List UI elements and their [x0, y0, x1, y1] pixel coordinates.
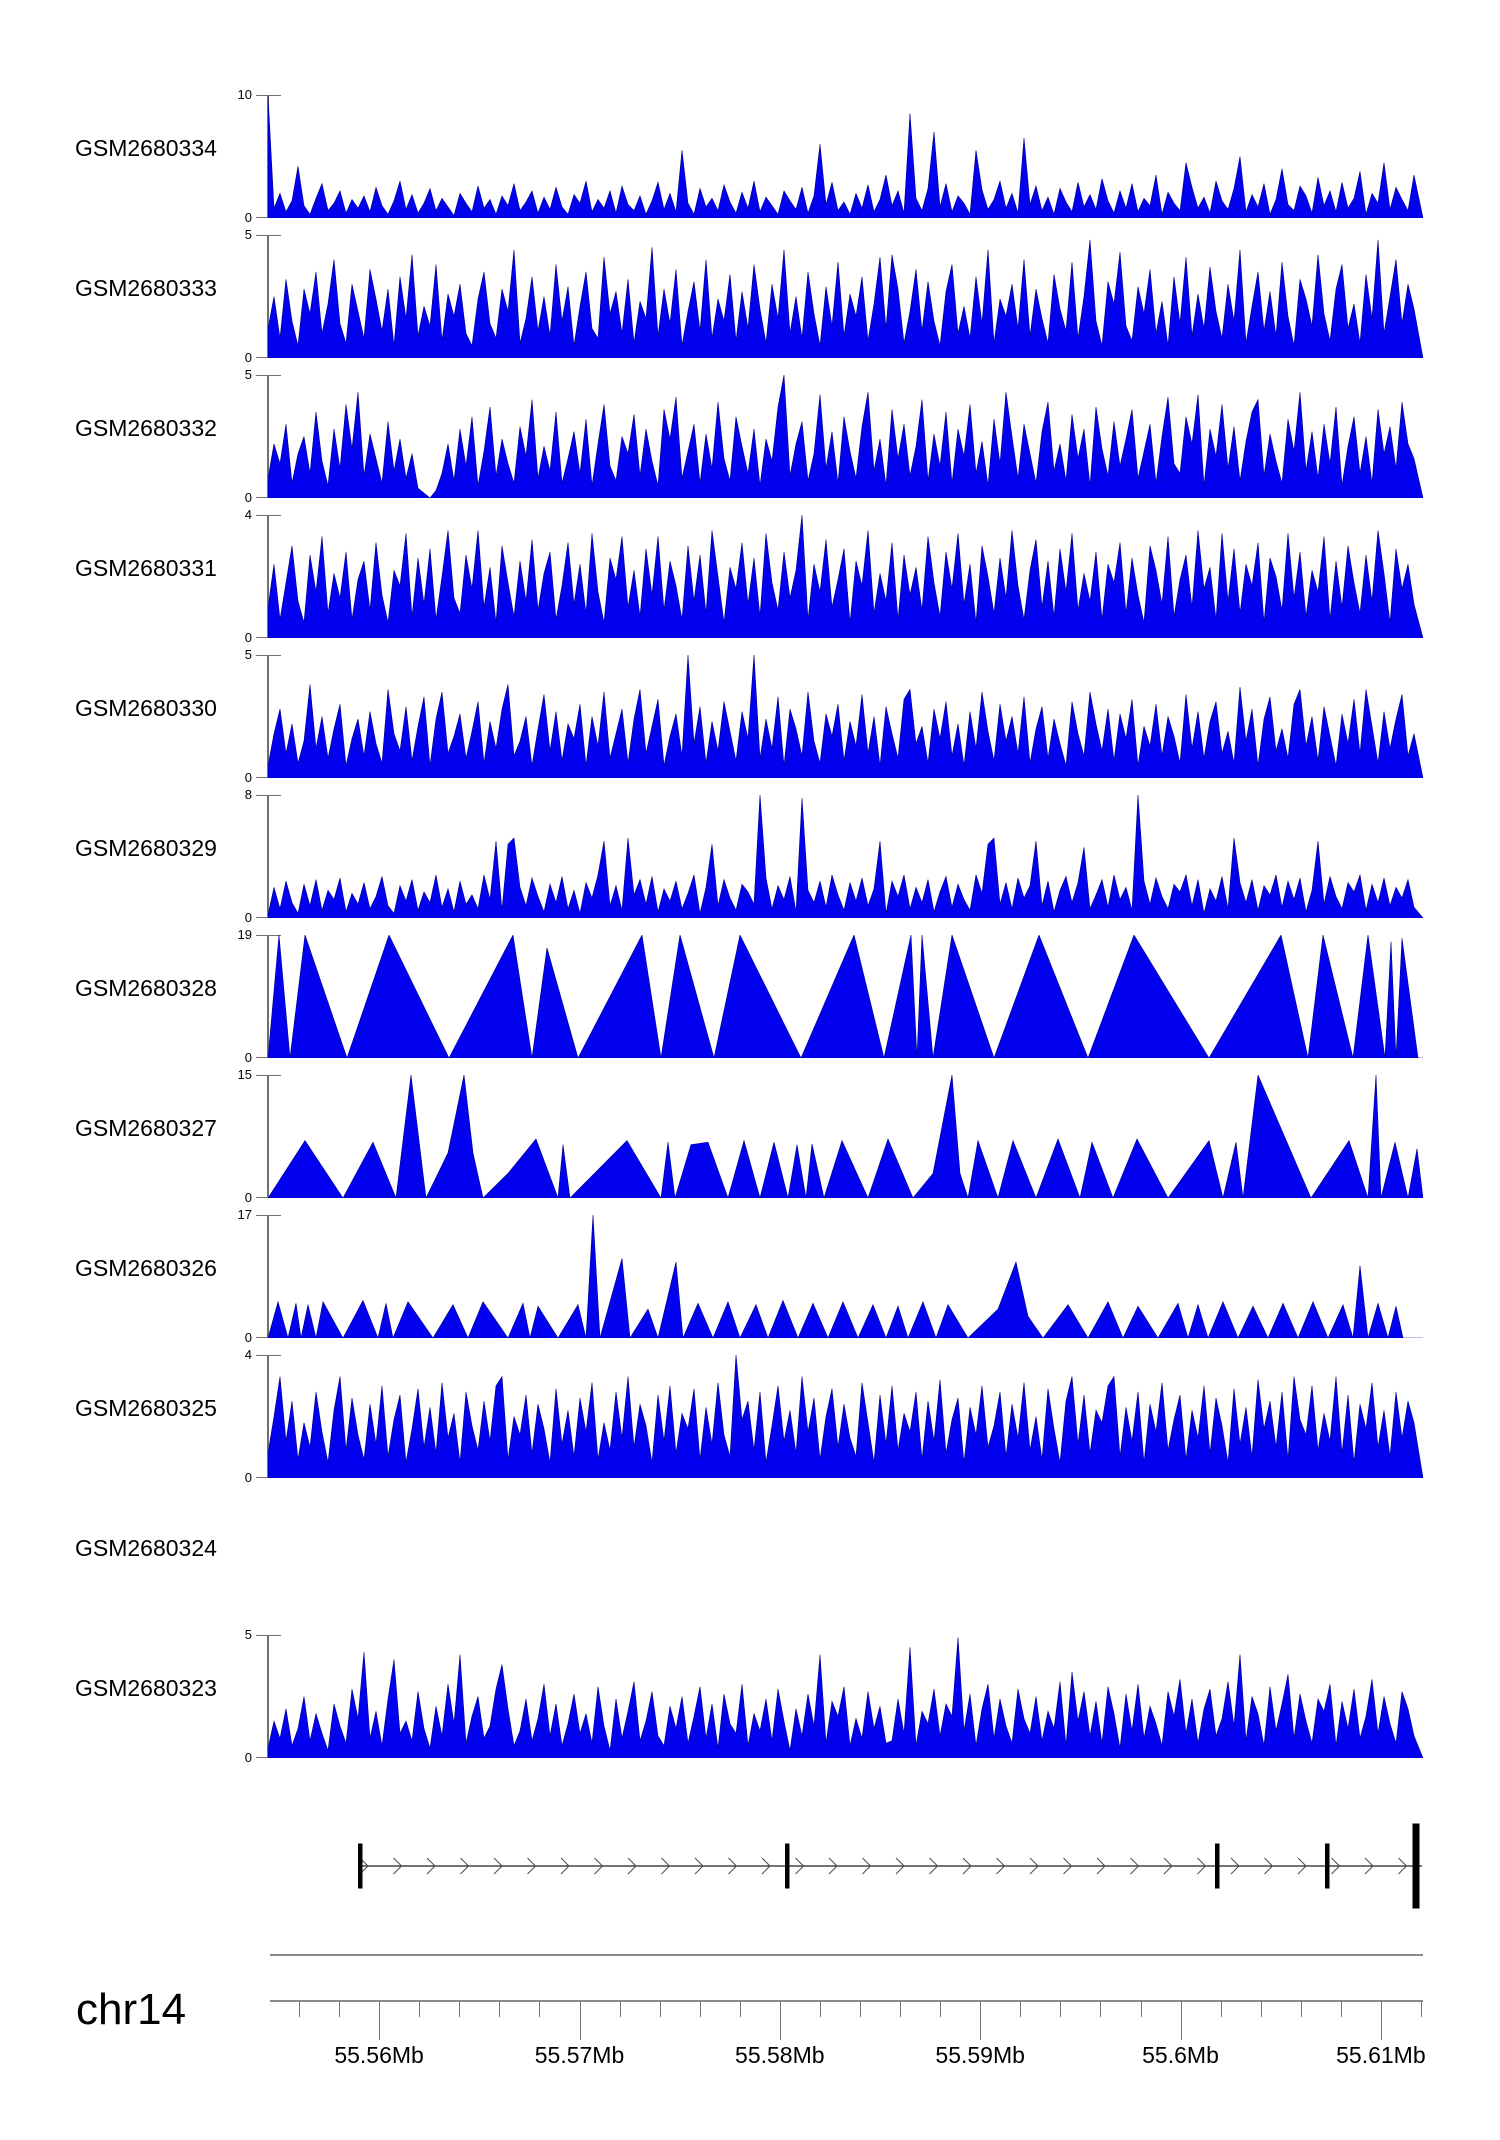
track-row — [0, 787, 1500, 925]
ruler-minor-tick — [539, 2001, 540, 2017]
y-axis-zero-tick — [256, 1757, 268, 1758]
y-axis-zero-tick — [256, 1057, 268, 1058]
track-row — [0, 87, 1500, 225]
ruler-minor-tick — [740, 2001, 741, 2017]
y-axis-zero-tick — [256, 637, 268, 638]
ruler-minor-tick — [900, 2001, 901, 2017]
track-row — [0, 1347, 1500, 1485]
ruler-major-tick — [580, 2001, 581, 2040]
coverage-plot — [268, 1075, 1423, 1198]
ruler-minor-tick — [1341, 2001, 1342, 2017]
ruler-tick-label: 55.56Mb — [334, 2042, 424, 2068]
ruler-minor-tick — [1421, 2001, 1422, 2017]
ruler-tick-label: 55.59Mb — [935, 2042, 1025, 2068]
ruler-minor-tick — [1100, 2001, 1101, 2017]
track-row — [0, 1067, 1500, 1205]
track-label: GSM2680324 — [75, 1535, 217, 1561]
track-label: GSM2680327 — [75, 1115, 217, 1141]
y-axis-zero-tick — [256, 1337, 268, 1338]
y-axis-max-label: 4 — [244, 1347, 252, 1362]
coverage-plot — [268, 795, 1423, 918]
y-axis-max-label: 19 — [237, 927, 252, 942]
y-axis-zero-label: 0 — [244, 350, 252, 365]
ruler-minor-tick — [660, 2001, 661, 2017]
coverage-area — [268, 375, 1423, 498]
ruler-tick-label: 55.57Mb — [534, 2042, 625, 2068]
y-axis-max-label: 5 — [244, 367, 252, 382]
y-axis-max-label: 8 — [244, 787, 252, 802]
ruler-minor-tick — [820, 2001, 821, 2017]
track-label: GSM2680325 — [75, 1395, 217, 1421]
ruler-minor-tick — [1301, 2001, 1302, 2017]
y-axis-zero-tick — [256, 497, 268, 498]
ruler-major-tick — [980, 2001, 981, 2040]
exon-block — [1325, 1844, 1330, 1889]
y-axis-zero-label: 0 — [244, 210, 252, 225]
track-row — [0, 227, 1500, 365]
y-axis-zero-label: 0 — [244, 490, 252, 505]
y-axis-zero-label: 0 — [244, 770, 252, 785]
track-row — [0, 1495, 1500, 1618]
y-axis-zero-tick — [256, 357, 268, 358]
ruler-minor-tick — [339, 2001, 340, 2017]
ruler-minor-tick — [1060, 2001, 1061, 2017]
exon-block — [1215, 1844, 1220, 1889]
coverage-plot — [268, 235, 1423, 358]
y-axis-zero-label: 0 — [244, 1330, 252, 1345]
y-axis-max-label: 10 — [237, 87, 252, 102]
ruler-major-tick — [1181, 2001, 1182, 2040]
track-row — [0, 1207, 1500, 1345]
gene-model-track — [268, 1810, 1423, 1920]
coverage-plot — [268, 1355, 1423, 1478]
y-axis-max-label: 5 — [244, 227, 252, 242]
track-label: GSM2680328 — [75, 975, 217, 1001]
ruler-major-tick — [1381, 2001, 1382, 2040]
y-axis-max-label: 4 — [244, 507, 252, 522]
y-axis-zero-label: 0 — [244, 1470, 252, 1485]
ruler-minor-tick — [499, 2001, 500, 2017]
exon-block — [785, 1844, 790, 1889]
track-label: GSM2680334 — [75, 135, 217, 161]
coverage-plot — [268, 1635, 1423, 1758]
y-axis-max-label: 15 — [237, 1067, 252, 1082]
coverage-area — [268, 95, 1423, 218]
ruler-major-tick — [780, 2001, 781, 2040]
coverage-plot — [268, 95, 1423, 218]
ruler-tick-label: 55.61Mb — [1336, 2042, 1426, 2068]
track-row — [0, 1627, 1500, 1765]
coverage-plot — [268, 935, 1423, 1058]
ruler-baseline — [270, 2000, 1423, 2002]
track-label: GSM2680333 — [75, 275, 217, 301]
ruler-minor-tick — [1141, 2001, 1142, 2017]
ruler-minor-tick — [620, 2001, 621, 2017]
ruler-major-tick — [379, 2001, 380, 2040]
y-axis-max-label: 5 — [244, 647, 252, 662]
terminal-exon-block — [1413, 1824, 1420, 1909]
y-axis-max-label: 17 — [237, 1207, 252, 1222]
track-row — [0, 367, 1500, 505]
track-label: GSM2680329 — [75, 835, 217, 861]
track-label: GSM2680323 — [75, 1675, 217, 1701]
y-axis-zero-tick — [256, 777, 268, 778]
y-axis-zero-label: 0 — [244, 910, 252, 925]
coverage-area — [268, 655, 1423, 778]
coverage-area — [268, 1215, 1423, 1338]
coverage-plot — [268, 375, 1423, 498]
y-axis-zero-tick — [256, 1477, 268, 1478]
track-row — [0, 507, 1500, 645]
y-axis-zero-label: 0 — [244, 1750, 252, 1765]
y-axis-zero-label: 0 — [244, 1190, 252, 1205]
ruler-minor-tick — [459, 2001, 460, 2017]
coverage-plot — [268, 1215, 1423, 1338]
coverage-area — [268, 515, 1423, 638]
y-axis-zero-tick — [256, 217, 268, 218]
chromosome-label: chr14 — [76, 1985, 187, 2034]
coverage-plot — [268, 655, 1423, 778]
exon-block — [358, 1844, 363, 1889]
ruler-minor-tick — [299, 2001, 300, 2017]
ruler-minor-tick — [1261, 2001, 1262, 2017]
ruler-minor-tick — [1221, 2001, 1222, 2017]
y-axis-zero-label: 0 — [244, 1050, 252, 1065]
y-axis-max-label: 5 — [244, 1627, 252, 1642]
track-label: GSM2680331 — [75, 555, 217, 581]
coverage-area — [268, 1075, 1423, 1198]
coverage-plot — [268, 515, 1423, 638]
coverage-area — [268, 795, 1423, 918]
ruler-topline — [270, 1954, 1423, 1956]
ruler-minor-tick — [700, 2001, 701, 2017]
ruler-minor-tick — [1020, 2001, 1021, 2017]
track-row — [0, 927, 1500, 1065]
track-label: GSM2680326 — [75, 1255, 217, 1281]
coverage-area — [268, 1638, 1423, 1759]
track-label: GSM2680330 — [75, 695, 217, 721]
y-axis-zero-tick — [256, 1197, 268, 1198]
ruler-minor-tick — [860, 2001, 861, 2017]
coverage-area — [268, 935, 1423, 1058]
ruler-minor-tick — [940, 2001, 941, 2017]
coverage-area — [268, 240, 1423, 358]
ruler-tick-label: 55.6Mb — [1142, 2042, 1219, 2068]
track-row — [0, 647, 1500, 785]
y-axis-zero-tick — [256, 917, 268, 918]
ruler-minor-tick — [419, 2001, 420, 2017]
coverage-area — [268, 1355, 1423, 1478]
ruler-tick-label: 55.58Mb — [735, 2042, 825, 2068]
y-axis-zero-label: 0 — [244, 630, 252, 645]
track-label: GSM2680332 — [75, 415, 217, 441]
